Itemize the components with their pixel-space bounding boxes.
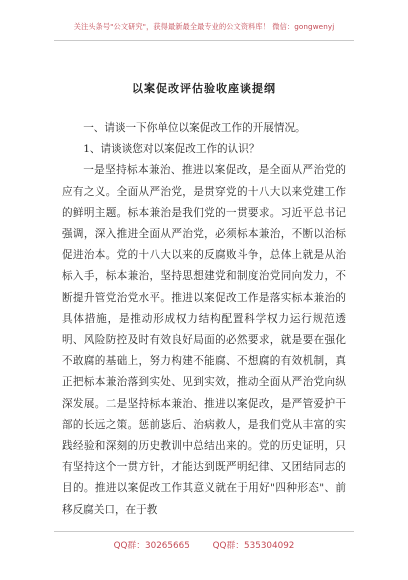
footer <box>0 538 408 551</box>
header-promo-note: 关注头条号"公文研究"，获得最新最全最专业的公文资料库！ 微信：gongwenyj <box>73 22 335 31</box>
header-divider <box>54 40 354 41</box>
document-body <box>62 118 346 521</box>
footer-qq-group-2: QQ群：535304092 <box>212 541 295 551</box>
section-heading: 一、请谈一下你单位以案促改工作的开展情况。 <box>83 122 306 134</box>
footer-qq-group-1: QQ群：30265665 <box>113 541 190 551</box>
question-heading: 1、请谈谈您对以案促改工作的认识？ <box>83 143 260 156</box>
footer-divider <box>54 531 354 532</box>
body-paragraph: 一是坚持标本兼治、推进以案促改，是全面从严治党的应有之义。全面从严治党，是贯穿党的十八大以来党建工作的鲜明主题。标本兼治是我们党的一贯要求。习近平总书记强调，深入推进全面从严治党，必须标本兼治，不断以治标促进治本。党的十八大以来的反腐败斗争，总体上就是从治标入手，标本兼治，坚持思想建党和制度治党同向发力，不断提升管党治党水平。推进以案促改工作是落实标本兼治的具体措施，是推动形成权力结构配置科学权力运行规范透明、风险防控及时有效良好局面的必然要求，就是要在强化不敢腐的基础上，努力构建不能腐、不想腐的有效机制，真正把标本兼治落到实处、见到实效，推动全面从严治党向纵深发展。二是坚持标本兼治、推进以案促改，是严管爱护干部的长远之策。惩前毖后、治病救人，是我们党从丰富的实践经验和深刻的历史教训中总结出来的。党的历史证明，只有坚持这个一贯方针，才能达到既严明纪律、又团结同志的目的。推进以案促改工作其意义就在于用好"四种形态"、前移反腐关口，在于教 <box>62 164 346 516</box>
document-title: 以案促改评估验收座谈提纲 <box>132 82 276 95</box>
